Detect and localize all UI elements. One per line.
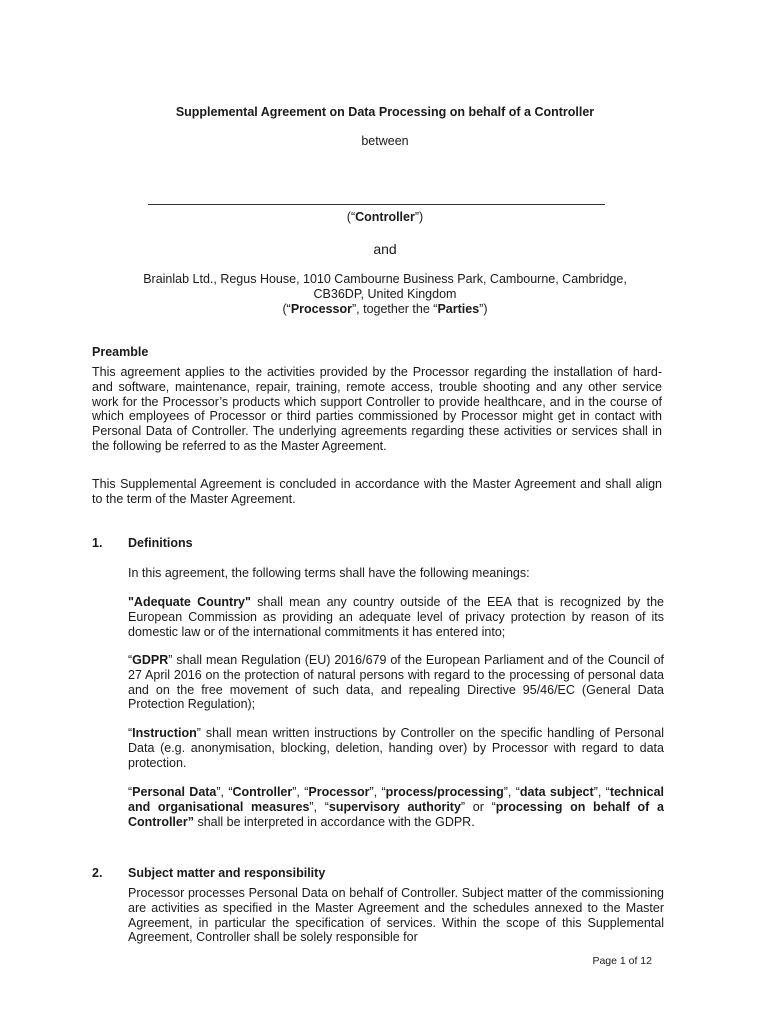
definition-gdpr-terms: “Personal Data”, “Controller”, “Processor”, “process/processing”, “data subject”, “technical and organisational measures”, “supervisory authority” or “processing on behalf of a Controller” shall be interpreted in accordance with the GDPR. <box>128 785 664 829</box>
and-label: and <box>373 241 397 257</box>
preamble-paragraph-2: This Supplemental Agreement is concluded in accordance with the Master Agreement and shall align to the term of the Master Agreement. <box>92 477 662 506</box>
document-title: Supplemental Agreement on Data Processing on behalf of a Controller <box>175 105 595 119</box>
processor-address <box>0 272 770 317</box>
address-line-1: Brainlab Ltd., Regus House, 1010 Cambourne Business Park, Cambourne, Cambridge, <box>143 272 627 286</box>
definitions-intro: In this agreement, the following terms shall have the following meanings: <box>128 566 530 580</box>
definition-adequate-country: "Adequate Country" shall mean any country outside of the EEA that is recognized by the European Commission as providing an adequate level of privacy protection by reason of its domestic law or of the international commitments it has entered into; <box>128 595 664 639</box>
address-line-3: (“Processor”, together the “Parties”) <box>282 302 488 316</box>
section-1-heading: Definitions <box>128 536 193 550</box>
section-2-heading: Subject matter and responsibility <box>128 866 326 880</box>
signature-blank-line <box>148 204 605 205</box>
processor-term: Processor <box>290 302 352 316</box>
controller-term: Controller <box>355 210 415 224</box>
controller-label: (“Controller”) <box>346 210 424 224</box>
between-label: between <box>361 134 409 148</box>
definition-gdpr: “GDPR” shall mean Regulation (EU) 2016/679 of the European Parliament and of the Council of 27 April 2016 on the protection of natural persons with regard to the processing of personal data and on the free movement of such data, and repealing Directive 95/46/EC (General Data Protection Regulation); <box>128 653 664 712</box>
preamble-paragraph-1: This agreement applies to the activities provided by the Processor regarding the installation of hard- and software, maintenance, repair, training, remote access, trouble shooting and any other service work for the Processor’s products which support Controller to provide healthcare, and in the course of which employees of Processor or third parties commissioned by Processor might get in contact with Personal Data of Controller. The underlying agreements regarding these activities or services shall in the following be referred to as the Master Agreement. <box>92 365 662 453</box>
section-2-number: 2. <box>92 866 103 880</box>
page-number: Page 1 of 12 <box>592 955 652 967</box>
parties-term: Parties <box>437 302 480 316</box>
section-1-number: 1. <box>92 536 103 550</box>
definition-instruction: “Instruction” shall mean written instructions by Controller on the specific handling of Personal Data (e.g. anonymisation, blocking, deletion, handing over) by Processor with regard to data protection. <box>128 726 664 770</box>
section-2-paragraph: Processor processes Personal Data on behalf of Controller. Subject matter of the commissioning are activities as specified in the Master Agreement and the schedules annexed to the Master Agreement, in particular the specification of services. Within the scope of this Supplemental Agreement, Controller shall be solely responsible for <box>128 886 664 945</box>
address-line-2: CB36DP, United Kingdom <box>313 287 457 301</box>
preamble-heading: Preamble <box>92 345 149 359</box>
